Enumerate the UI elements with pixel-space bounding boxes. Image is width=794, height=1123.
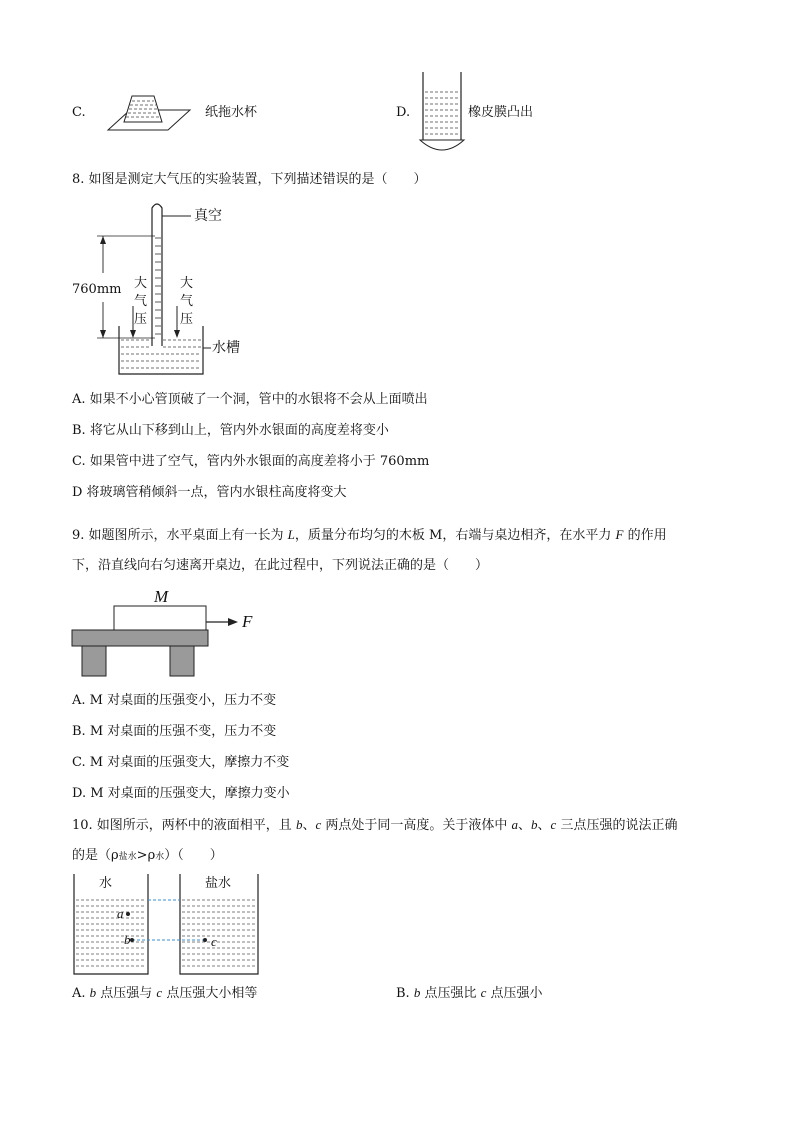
- point-c-label: c: [211, 934, 217, 949]
- q8-option-d: D 将玻璃管稍倾斜一点，管内水银柱高度将变大: [72, 485, 347, 500]
- q9-option-c: C. M 对桌面的压强变大，摩擦力不变: [72, 755, 290, 770]
- q8-option-c: C. 如果管中进了空气，管内外水银面的高度差将小于 760mm: [72, 454, 430, 469]
- brine-label: 盐水: [205, 876, 232, 891]
- option-d-text: 橡皮膜凸出: [468, 105, 534, 120]
- atm-left-1: 大: [134, 276, 148, 291]
- atm-right-3: 压: [180, 312, 194, 327]
- q8-option-a: A. 如果不小心管顶破了一个洞，管中的水银将不会从上面喷出: [72, 392, 428, 407]
- atm-left-3: 压: [134, 312, 148, 327]
- q10-option-b: B. b 点压强比 c 点压强小: [396, 985, 543, 1001]
- q10-option-a: A. b 点压强与 c 点压强大小相等: [72, 985, 258, 1001]
- atm-right-1: 大: [180, 276, 194, 291]
- board-m-label: M: [154, 587, 169, 606]
- atm-right-2: 气: [180, 294, 194, 309]
- q9-option-d: D. M 对桌面的压强变大，摩擦力变小: [72, 786, 290, 801]
- water-label: 水: [99, 876, 113, 891]
- option-c-text: 纸拖水杯: [205, 105, 258, 120]
- q9-stem-line2: 下，沿直线向右匀速离开桌边，在此过程中，下列说法正确的是（ ）: [72, 558, 489, 573]
- option-c-letter: C.: [72, 105, 86, 120]
- board-on-table-figure: [72, 587, 272, 680]
- q10-stem-line1: 10. 如图所示，两杯中的液面相平，且 b、c 两点处于同一高度。关于液体中 a、b、c 三点压强的说法正确: [72, 817, 678, 833]
- atm-left-2: 气: [134, 294, 148, 309]
- q9-option-b: B. M 对桌面的压强不变，压力不变: [72, 724, 277, 739]
- point-b-label: b: [124, 932, 131, 947]
- trough-label: 水槽: [212, 340, 240, 356]
- option-d-letter: D.: [396, 105, 411, 120]
- q10-stem-line2: 的是（ρ盐水>ρ水）（ ）: [72, 848, 223, 863]
- q9-option-a: A. M 对桌面的压强变小，压力不变: [72, 693, 277, 708]
- force-f-label: F: [242, 612, 253, 631]
- vacuum-label: 真空: [194, 208, 222, 224]
- height-760mm-label: 760mm: [72, 282, 122, 297]
- point-a-label: a: [117, 906, 124, 921]
- q8-option-b: B. 将它从山下移到山上，管内外水银面的高度差将变小: [72, 423, 389, 438]
- q9-stem-line1: 9. 如题图所示，水平桌面上有一长为 L，质量分布均匀的木板 M，右端与桌边相齐，在水平力 F 的作用: [72, 527, 667, 543]
- rubber-membrane-tube-figure: [415, 70, 470, 156]
- paper-cup-figure: [90, 88, 200, 136]
- q8-stem: 8. 如图是测定大气压的实验装置，下列描述错误的是（ ）: [72, 172, 427, 187]
